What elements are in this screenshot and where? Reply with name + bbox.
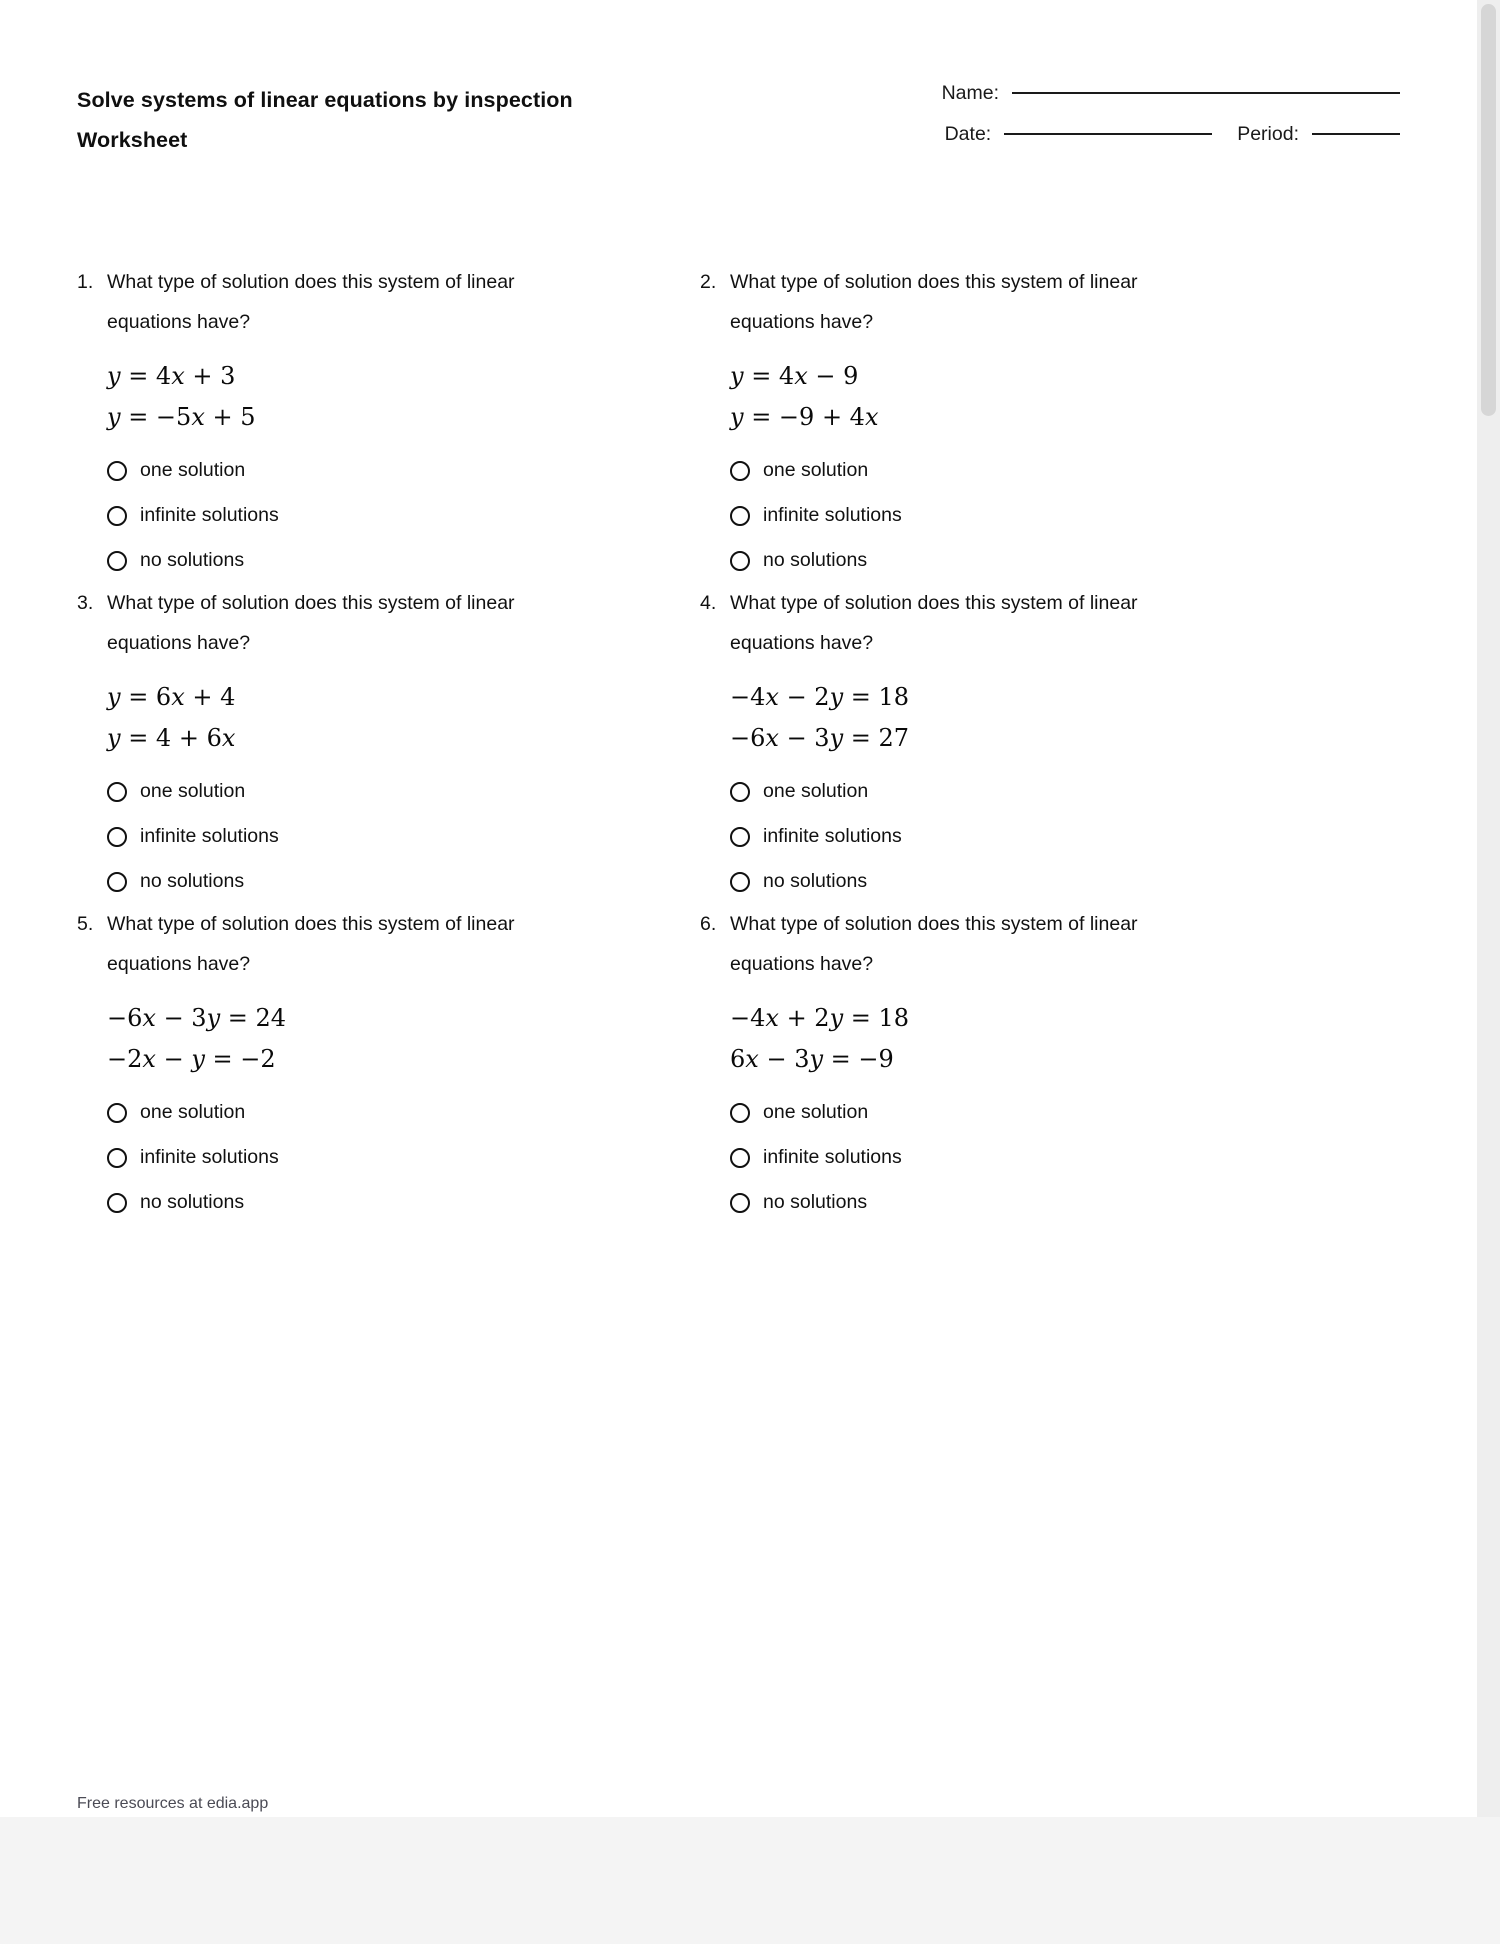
equation-system xyxy=(730,998,1400,1080)
equation-first: y = 4x − 9 xyxy=(730,362,859,390)
question-number: 1. xyxy=(77,271,94,293)
question-number: 2. xyxy=(700,271,717,293)
option-label: infinite solutions xyxy=(763,1146,902,1168)
question-number: 3. xyxy=(77,592,94,614)
radio-icon[interactable] xyxy=(107,872,127,892)
equation-system xyxy=(107,356,700,438)
question-text-line2: equations have? xyxy=(730,953,874,975)
question-text-line2: equations have? xyxy=(730,311,874,333)
question-item-1 xyxy=(0,262,700,583)
equation-system xyxy=(730,677,1400,759)
student-info-fields xyxy=(900,82,1400,164)
option-one-solution[interactable] xyxy=(730,769,1400,814)
equation-second: −2x − y = −2 xyxy=(107,1045,276,1073)
radio-icon[interactable] xyxy=(730,506,750,526)
radio-icon[interactable] xyxy=(107,506,127,526)
option-one-solution[interactable] xyxy=(107,448,700,493)
option-label: no solutions xyxy=(763,549,868,571)
option-no-solutions[interactable] xyxy=(730,538,1400,583)
equation-first: y = 4x + 3 xyxy=(107,362,236,390)
question-number: 6. xyxy=(700,913,717,935)
question-prompt xyxy=(77,904,700,944)
option-one-solution[interactable] xyxy=(107,1090,700,1135)
name-field-row xyxy=(900,82,1400,123)
question-text-line2: equations have? xyxy=(107,632,251,654)
period-label: Period: xyxy=(1237,123,1299,145)
equation-system xyxy=(107,998,700,1080)
name-label: Name: xyxy=(941,82,999,104)
option-no-solutions[interactable] xyxy=(107,859,700,904)
question-number: 4. xyxy=(700,592,717,614)
questions-grid xyxy=(0,262,1477,1225)
equation-second: y = 4 + 6x xyxy=(107,724,236,752)
option-one-solution[interactable] xyxy=(730,1090,1400,1135)
option-no-solutions[interactable] xyxy=(107,1180,700,1225)
radio-icon[interactable] xyxy=(107,827,127,847)
option-label: infinite solutions xyxy=(140,825,279,847)
equation-first: −4x − 2y = 18 xyxy=(730,683,910,711)
question-item-2 xyxy=(700,262,1400,583)
option-label: no solutions xyxy=(763,870,868,892)
question-prompt xyxy=(700,904,1400,944)
question-prompt xyxy=(700,583,1400,623)
option-label: no solutions xyxy=(140,549,245,571)
equation-second: y = −5x + 5 xyxy=(107,403,256,431)
option-infinite-solutions[interactable] xyxy=(107,493,700,538)
option-one-solution[interactable] xyxy=(730,448,1400,493)
answer-options xyxy=(730,769,1400,904)
question-prompt xyxy=(700,262,1400,302)
option-label: infinite solutions xyxy=(763,825,902,847)
equation-first: −6x − 3y = 24 xyxy=(107,1004,287,1032)
option-infinite-solutions[interactable] xyxy=(107,814,700,859)
name-input-rule[interactable] xyxy=(1012,92,1400,94)
question-item-4 xyxy=(700,583,1400,904)
footer-credit: Free resources at edia.app xyxy=(77,1795,269,1812)
page-title-line1: Solve systems of linear equations by inspection xyxy=(77,88,573,112)
radio-icon[interactable] xyxy=(730,782,750,802)
option-label: one solution xyxy=(763,780,869,802)
radio-icon[interactable] xyxy=(730,461,750,481)
radio-icon[interactable] xyxy=(107,551,127,571)
scrollbar-thumb[interactable] xyxy=(1481,4,1496,416)
radio-icon[interactable] xyxy=(730,1148,750,1168)
date-input-rule[interactable] xyxy=(1004,133,1212,135)
option-label: no solutions xyxy=(763,1191,868,1213)
question-text-line1: What type of solution does this system of linear xyxy=(730,271,1138,293)
date-label: Date: xyxy=(944,123,992,145)
worksheet-header xyxy=(0,0,1477,200)
radio-icon[interactable] xyxy=(730,827,750,847)
question-text-line2: equations have? xyxy=(730,632,874,654)
radio-icon[interactable] xyxy=(107,1148,127,1168)
question-item-3 xyxy=(0,583,700,904)
option-infinite-solutions[interactable] xyxy=(730,493,1400,538)
option-label: one solution xyxy=(140,780,246,802)
question-row xyxy=(0,904,1477,1225)
question-text-line1: What type of solution does this system of linear xyxy=(107,592,515,614)
option-label: one solution xyxy=(140,459,246,481)
option-label: no solutions xyxy=(140,1191,245,1213)
vertical-scrollbar[interactable] xyxy=(1477,0,1500,1817)
answer-options xyxy=(107,448,700,583)
equation-second: 6x − 3y = −9 xyxy=(730,1045,894,1073)
equation-first: −4x + 2y = 18 xyxy=(730,1004,910,1032)
option-label: no solutions xyxy=(140,870,245,892)
date-period-field-row xyxy=(900,123,1400,164)
answer-options xyxy=(107,769,700,904)
option-no-solutions[interactable] xyxy=(730,1180,1400,1225)
question-item-5 xyxy=(0,904,700,1225)
equation-system xyxy=(107,677,700,759)
question-text-line1: What type of solution does this system of linear xyxy=(730,592,1138,614)
equation-first: y = 6x + 4 xyxy=(107,683,236,711)
option-infinite-solutions[interactable] xyxy=(107,1135,700,1180)
radio-icon[interactable] xyxy=(107,461,127,481)
question-prompt xyxy=(77,262,700,302)
answer-options xyxy=(730,448,1400,583)
question-text-line1: What type of solution does this system of linear xyxy=(730,913,1138,935)
option-infinite-solutions[interactable] xyxy=(730,1135,1400,1180)
option-label: one solution xyxy=(763,459,869,481)
radio-icon[interactable] xyxy=(730,872,750,892)
page-title-line2: Worksheet xyxy=(77,128,188,152)
radio-icon[interactable] xyxy=(107,782,127,802)
question-text-line2-wrap xyxy=(107,944,700,984)
option-label: one solution xyxy=(763,1101,869,1123)
question-text-line2-wrap xyxy=(730,944,1400,984)
equation-second: y = −9 + 4x xyxy=(730,403,879,431)
equation-system xyxy=(730,356,1400,438)
answer-options xyxy=(730,1090,1400,1225)
question-number: 5. xyxy=(77,913,94,935)
period-input-rule[interactable] xyxy=(1312,133,1400,135)
question-item-6 xyxy=(700,904,1400,1225)
question-prompt xyxy=(77,583,700,623)
answer-options xyxy=(107,1090,700,1225)
equation-second: −6x − 3y = 27 xyxy=(730,724,910,752)
option-label: infinite solutions xyxy=(763,504,902,526)
page-title xyxy=(77,80,697,160)
radio-icon[interactable] xyxy=(107,1193,127,1213)
option-label: infinite solutions xyxy=(140,504,279,526)
question-text-line2: equations have? xyxy=(107,311,251,333)
question-text-line2-wrap xyxy=(107,302,700,342)
radio-icon[interactable] xyxy=(730,551,750,571)
option-one-solution[interactable] xyxy=(107,769,700,814)
option-label: one solution xyxy=(140,1101,246,1123)
option-no-solutions[interactable] xyxy=(107,538,700,583)
radio-icon[interactable] xyxy=(730,1103,750,1123)
radio-icon[interactable] xyxy=(107,1103,127,1123)
question-text-line2-wrap xyxy=(107,623,700,663)
option-no-solutions[interactable] xyxy=(730,859,1400,904)
option-infinite-solutions[interactable] xyxy=(730,814,1400,859)
option-label: infinite solutions xyxy=(140,1146,279,1168)
question-text-line2-wrap xyxy=(730,623,1400,663)
question-text-line1: What type of solution does this system of linear xyxy=(107,913,515,935)
radio-icon[interactable] xyxy=(730,1193,750,1213)
question-row xyxy=(0,262,1477,583)
question-text-line2-wrap xyxy=(730,302,1400,342)
question-text-line1: What type of solution does this system of linear xyxy=(107,271,515,293)
question-text-line2: equations have? xyxy=(107,953,251,975)
question-row xyxy=(0,583,1477,904)
